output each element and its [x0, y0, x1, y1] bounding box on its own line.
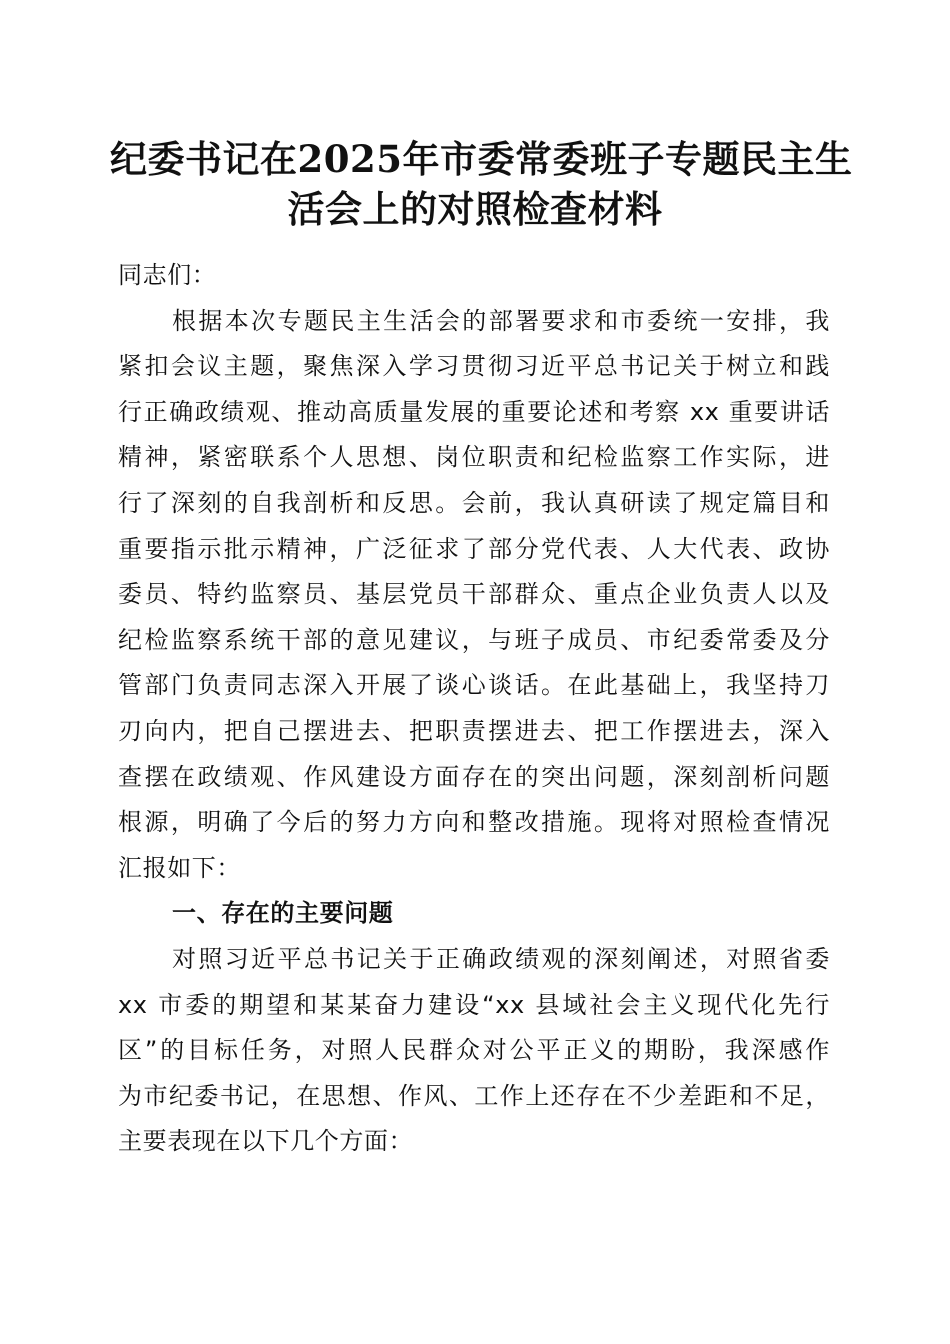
paragraph-1-line: 委员、特约监察员、基层党员干部群众、重点企业负责人以及 [118, 580, 830, 609]
paragraph-2-line: 区”的目标任务，对照人民群众对公平正义的期盼，我深感作 [118, 1036, 830, 1065]
paragraph-1-line: 根源，明确了今后的努力方向和整改措施。现将对照检查情况 [118, 808, 830, 837]
section-heading-1: 一、存在的主要问题 [172, 899, 394, 928]
document-body [118, 253, 830, 1165]
paragraph-1-line: 刃向内，把自己摆进去、把职责摆进去、把工作摆进去，深入 [118, 716, 830, 745]
paragraph-2 [118, 937, 830, 1165]
title-line-1: 纪委书记在2025年市委常委班子专题民主生 [110, 137, 853, 181]
paragraph-2-line: 对照习近平总书记关于正确政绩观的深刻阐述，对照省委 [172, 944, 830, 973]
paragraph-1-line: 查摆在政绩观、作风建设方面存在的突出问题，深刻剖析问题 [118, 762, 830, 791]
title-line-2: 活会上的对照检查材料 [287, 187, 663, 231]
paragraph-2-line: 为市纪委书记，在思想、作风、工作上还存在不少差距和不足， [118, 1081, 830, 1110]
paragraph-2-line: 主要表现在以下几个方面： [118, 1127, 414, 1156]
paragraph-1-line: 行正确政绩观、推动高质量发展的重要论述和考察 xx 重要讲话 [118, 397, 830, 426]
paragraph-1-line: 管部门负责同志深入开展了谈心谈话。在此基础上，我坚持刀 [118, 671, 830, 700]
paragraph-1-line: 汇报如下： [118, 853, 241, 882]
salutation: 同志们： [118, 261, 217, 289]
paragraph-1-line: 紧扣会议主题，聚焦深入学习贯彻习近平总书记关于树立和践 [118, 352, 830, 381]
paragraph-1-line: 精神，紧密联系个人思想、岗位职责和纪检监察工作实际，进 [118, 443, 830, 472]
paragraph-1-line: 重要指示批示精神，广泛征求了部分党代表、人大代表、政协 [118, 534, 830, 563]
paragraph-1 [118, 299, 830, 892]
paragraph-1-line: 根据本次专题民主生活会的部署要求和市委统一安排，我 [172, 306, 830, 335]
paragraph-1-line: 纪检监察系统干部的意见建议，与班子成员、市纪委常委及分 [118, 625, 830, 654]
paragraph-2-line: xx 市委的期望和某某奋力建设“xx 县域社会主义现代化先行 [118, 990, 830, 1019]
document-title [110, 134, 853, 234]
paragraph-1-line: 行了深刻的自我剖析和反思。会前，我认真研读了规定篇目和 [118, 488, 830, 517]
